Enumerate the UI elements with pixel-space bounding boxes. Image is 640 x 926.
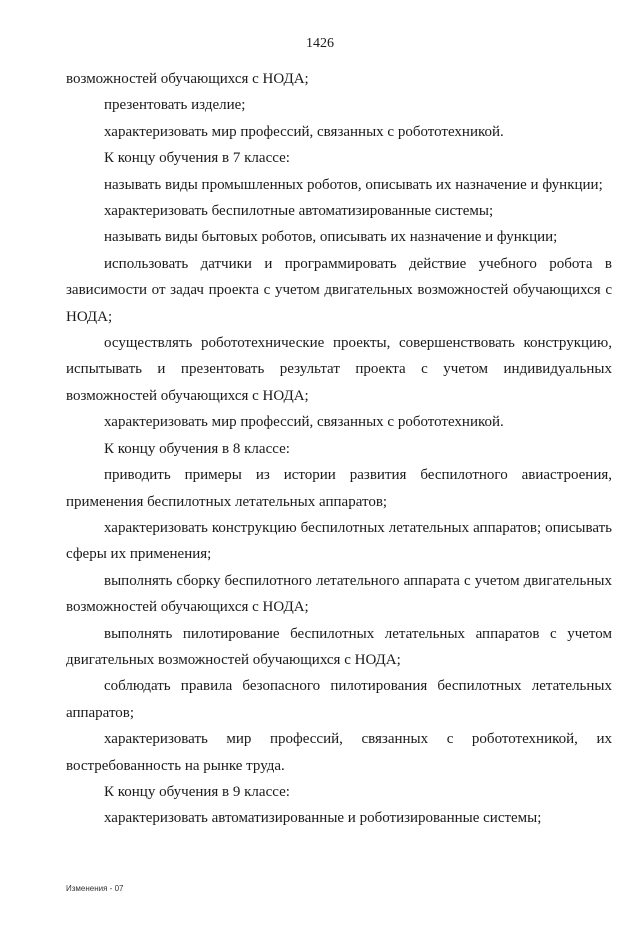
paragraph: называть виды бытовых роботов, описывать их назначение и функции; [104, 229, 558, 246]
paragraph: презентовать изделие; [104, 97, 246, 114]
section-heading: К концу обучения в 8 классе: [104, 440, 290, 457]
paragraph: соблюдать правила безопасного пилотирования беспилотных летательных аппаратов; [66, 678, 612, 721]
paragraph: возможностей обучающихся с НОДА; [66, 71, 309, 87]
document-body [66, 66, 612, 832]
paragraph: характеризовать мир профессий, связанных с робототехникой. [104, 414, 504, 431]
paragraph: использовать датчики и программировать действие учебного робота в зависимости от задач проекта с учетом двигательных возможностей обучающихся с НОДА; [66, 255, 612, 325]
section-heading: К концу обучения в 7 классе: [104, 150, 290, 167]
footer-note: Изменения - 07 [66, 884, 124, 893]
paragraph: характеризовать беспилотные автоматизированные системы; [104, 203, 494, 220]
paragraph: характеризовать автоматизированные и роботизированные системы; [104, 810, 542, 827]
paragraph: выполнять сборку беспилотного летательного аппарата с учетом двигательных возможностей обучающихся с НОДА; [66, 572, 612, 616]
paragraph: приводить примеры из истории развития беспилотного авиастроения, применения беспилотных летательных аппаратов; [66, 467, 612, 510]
paragraph: характеризовать мир профессий, связанных с робототехникой, их востребованность на рынке труда. [66, 731, 612, 774]
paragraph: называть виды промышленных роботов, описывать их назначение и функции; [104, 176, 603, 193]
paragraph: характеризовать конструкцию беспилотных летательных аппаратов; описывать сферы их применения; [66, 519, 612, 563]
paragraph: осуществлять робототехнические проекты, совершенствовать конструкцию, испытывать и презентовать результат проекта с учетом индивидуальных возможностей обучающихся с НОДА; [66, 335, 612, 404]
paragraph: выполнять пилотирование беспилотных летательных аппаратов с учетом двигательных возможностей обучающихся с НОДА; [66, 625, 612, 668]
page-number: 1426 [306, 36, 334, 51]
section-heading: К концу обучения в 9 классе: [104, 783, 290, 800]
paragraph: характеризовать мир профессий, связанных с робототехникой. [104, 123, 504, 140]
